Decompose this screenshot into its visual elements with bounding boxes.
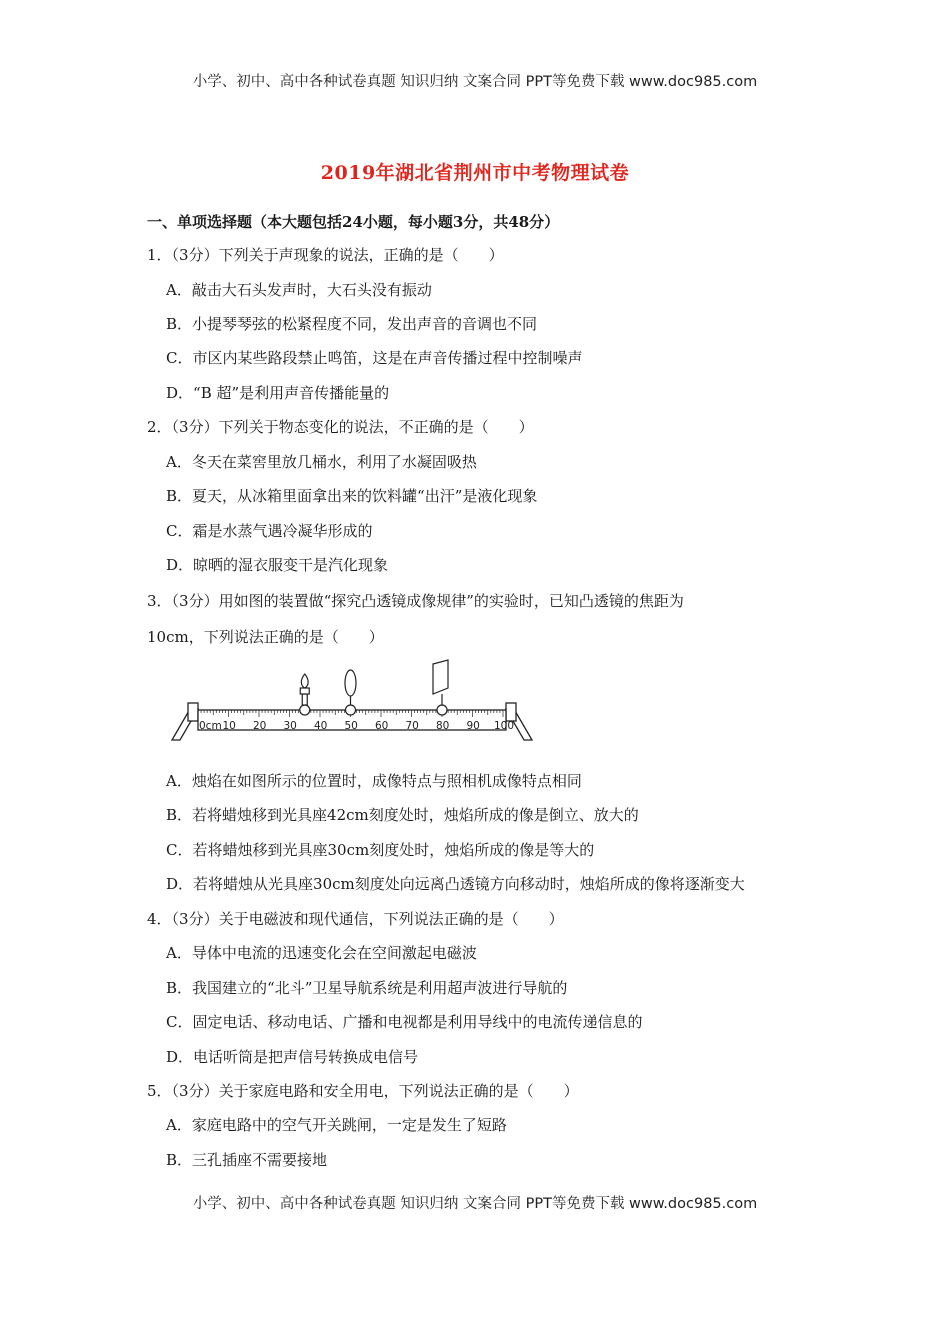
- candle: [300, 674, 310, 715]
- ruler-tick-label: 90: [466, 720, 480, 732]
- ruler-tick-label: 60: [375, 720, 389, 732]
- q3-option-c: C．若将蜡烛移到光具座30cm刻度处时，烛焰所成的像是等大的: [166, 841, 595, 859]
- q5-stem: 5．（3分）关于家庭电路和安全用电，下列说法正确的是（ ）: [147, 1082, 579, 1100]
- q4-stem: 4．（3分）关于电磁波和现代通信，下列说法正确的是（ ）: [147, 910, 564, 928]
- q4-option-c: C．固定电话、移动电话、广播和电视都是利用导线中的电流传递信息的: [166, 1013, 643, 1031]
- q2-option-d: D．晾晒的湿衣服变干是汽化现象: [166, 556, 389, 574]
- q1-option-d: D．“B 超”是利用声音传播能量的: [166, 384, 390, 402]
- ruler-unit-label: 0cm: [199, 720, 222, 732]
- ruler-tick-label: 40: [314, 720, 328, 732]
- ruler-tick-label: 50: [344, 720, 358, 732]
- q3-stem-line2: 10cm，下列说法正确的是（ ）: [147, 628, 384, 646]
- q2-stem: 2．（3分）下列关于物态变化的说法，不正确的是（ ）: [147, 418, 534, 436]
- q1-stem: 1．（3分）下列关于声现象的说法，正确的是（ ）: [147, 246, 504, 264]
- bench-right-end: [506, 703, 516, 721]
- q5-option-b: B．三孔插座不需要接地: [166, 1151, 328, 1169]
- q4-option-a: A．导体中电流的迅速变化会在空间激起电磁波: [166, 944, 477, 962]
- ruler-tick-label: 30: [283, 720, 297, 732]
- q4-option-d: D．电话听筒是把声信号转换成电信号: [166, 1048, 419, 1066]
- convex-lens: [345, 670, 356, 715]
- q1-option-c: C．市区内某些路段禁止鸣笛，这是在声音传播过程中控制噪声: [166, 349, 583, 367]
- page-footer: 小学、初中、高中各种试卷真题 知识归纳 文案合同 PPT等免费下载 www.doc985.com: [192, 1196, 758, 1212]
- q3-stem-line1: 3．（3分）用如图的装置做“探究凸透镜成像规律”的实验时，已知凸透镜的焦距为: [147, 592, 684, 610]
- q2-option-b: B．夏天，从冰箱里面拿出来的饮料罐“出汗”是液化现象: [166, 487, 538, 505]
- q2-option-a: A．冬天在菜窖里放几桶水，利用了水凝固吸热: [166, 453, 477, 471]
- section-heading: 一、单项选择题（本大题包括24小题，每小题3分，共48分）: [147, 213, 560, 231]
- optical-bench-figure: [168, 658, 538, 748]
- ruler-tick-label: 10: [222, 720, 236, 732]
- light-screen: [433, 660, 448, 715]
- q3-option-b: B．若将蜡烛移到光具座42cm刻度处时，烛焰所成的像是倒立、放大的: [166, 806, 639, 824]
- q4-option-b: B．我国建立的“北斗”卫星导航系统是利用超声波进行导航的: [166, 979, 568, 997]
- page-header: 小学、初中、高中各种试卷真题 知识归纳 文案合同 PPT等免费下载 www.doc985.com: [192, 74, 758, 90]
- q3-option-d: D．若将蜡烛从光具座30cm刻度处向远离凸透镜方向移动时，烛焰所成的像将逐渐变大: [166, 875, 745, 893]
- bench-left-end: [188, 703, 198, 721]
- q1-option-b: B．小提琴琴弦的松紧程度不同，发出声音的音调也不同: [166, 315, 538, 333]
- ruler-tick-label: 80: [436, 720, 450, 732]
- q1-option-a: A．敲击大石头发声时，大石头没有振动: [166, 281, 432, 299]
- q3-option-a: A．烛焰在如图所示的位置时，成像特点与照相机成像特点相同: [166, 772, 582, 790]
- q2-option-c: C．霜是水蒸气遇冷凝华形成的: [166, 522, 373, 540]
- ruler-tick-label: 70: [405, 720, 419, 732]
- ruler-tick-label: 20: [253, 720, 267, 732]
- q5-option-a: A．家庭电路中的空气开关跳闸，一定是发生了短路: [166, 1116, 507, 1134]
- page-title: 2019年湖北省荆州市中考物理试卷: [320, 162, 630, 184]
- ruler-tick-label: 100: [494, 720, 515, 732]
